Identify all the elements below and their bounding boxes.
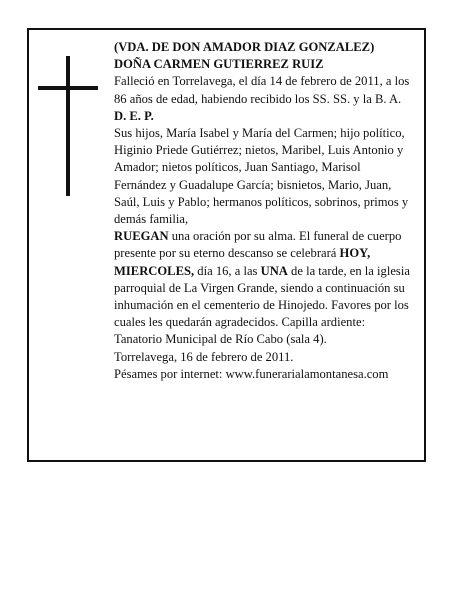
day-text: día 16, a las <box>194 263 261 278</box>
place-date: Torrelavega, 16 de febrero de 2011. <box>114 349 294 364</box>
family-text: Sus hijos, María Isabel y María del Carmen; hijo político, Higinio Priede Gutiérrez; nietos, Maribel, Luis Antonio y Amador; nietos políticos, Juan Santiago, Marisol Fernández y Guadalupe García; bisnietos, Mario, Juan, Saúl, Luis y Pablo; hermanos políticos, sobrinos, primos y demás familia, <box>114 126 409 227</box>
hoy-miercoles: HOY, MIERCOLES, <box>114 246 371 278</box>
death-text: Falleció en Torrelavega, el día 14 de febrero de 2011, a los 86 años de edad, habiendo recibido los SS. SS. y la B. A. <box>114 74 410 106</box>
condolences-line: Pésames por internet: www.funerarialamontanesa.com <box>114 366 389 381</box>
service-paragraph <box>114 228 416 348</box>
deceased-name: DOÑA CARMEN GUTIERREZ RUIZ <box>114 57 324 72</box>
cross-icon <box>66 56 70 196</box>
cross-icon-bar <box>38 86 98 90</box>
una-word: UNA <box>260 263 288 278</box>
ruegan-word: RUEGAN <box>114 229 169 244</box>
prayer-text: una oración por su alma. El funeral de cuerpo presente por su eterno descanso se celebrará <box>114 229 402 261</box>
widow-line: (VDA. DE DON AMADOR DIAZ GONZALEZ) <box>114 40 375 54</box>
dep-line: D. E. P. <box>114 108 154 123</box>
service-text: de la tarde, en la iglesia parroquial de La Virgen Grande, siendo a continuación su inhumación en el cementerio de Hinojedo. Favores por los cuales les quedarán agradecidos. Capilla ardiente: Tanatorio Municipal de Río Cabo (sala 4). <box>114 263 410 347</box>
obituary-text <box>114 39 416 383</box>
